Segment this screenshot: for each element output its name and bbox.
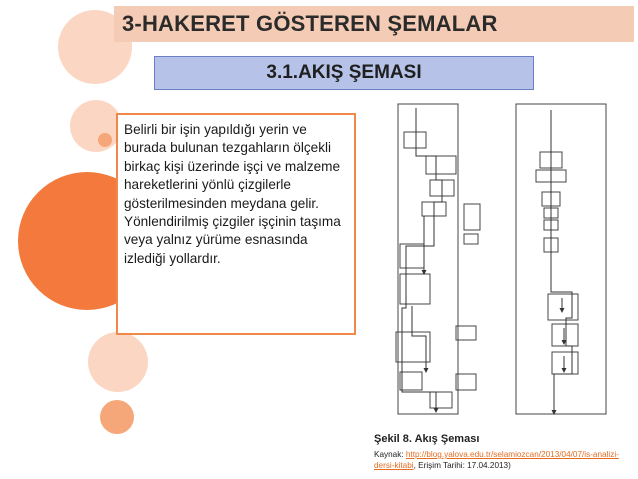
figure-caption-title: Şekil 8. Akış Şeması <box>374 433 480 445</box>
description-text: Belirli bir işin yapıldığı yerin ve burada bulunan tezgahların ölçekli birkaç kişi üzerinde işçi ve malzeme hareketlerini yönlü çizgilerle gösterilmesinden meydana gelir. Yönlendirilmiş çizgiler işçinin taşıma veya yalnız yürüme esnasında izlediği yollardır. <box>124 122 341 266</box>
decor-circle-small <box>98 133 112 147</box>
right-plan-outline <box>516 104 606 414</box>
source-link[interactable]: http://blog.yalova.edu.tr/selamiozcan/2013/04/07/is-analizi-dersi-kitabi <box>374 450 619 470</box>
access-date: , Erişim Tarihi: 17.04.2013) <box>413 461 511 470</box>
left-plan-outline <box>398 104 458 414</box>
figure-caption-source <box>374 449 632 471</box>
title-bar <box>114 6 634 42</box>
subtitle-box <box>154 56 534 90</box>
page-title: 3-HAKERET GÖSTEREN ŞEMALAR <box>122 11 498 36</box>
decor-circle-lower <box>88 332 148 392</box>
flow-diagram <box>376 96 636 426</box>
source-label: Kaynak: <box>374 450 406 459</box>
decor-circle-bottom <box>100 400 134 434</box>
section-subtitle: 3.1.AKIŞ ŞEMASI <box>266 62 422 83</box>
description-box <box>116 113 356 335</box>
decor-circle-mid <box>70 100 122 152</box>
